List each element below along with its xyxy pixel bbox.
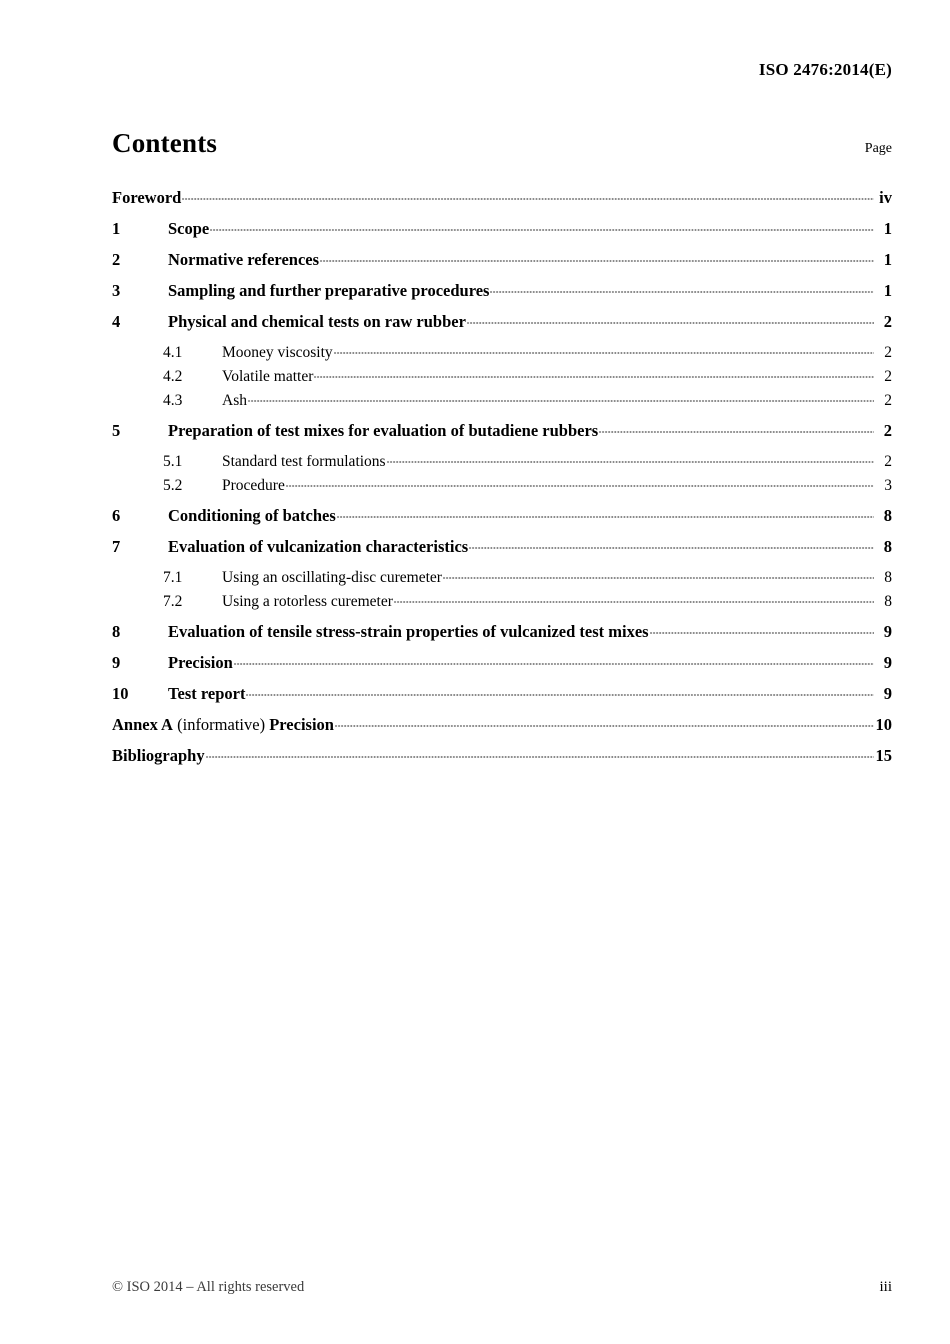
toc-entry-page-number: 1 <box>883 218 892 238</box>
toc-entry[interactable] <box>112 620 892 640</box>
toc-entry-label: Using an oscillating-disc curemeter <box>222 568 442 586</box>
toc-entry-page-number: 9 <box>883 683 892 703</box>
toc-entry-label: Test report <box>168 683 246 703</box>
toc-entry[interactable] <box>112 504 892 524</box>
toc-entry[interactable] <box>112 566 892 585</box>
toc-entry-label: Evaluation of vulcanization characteristics <box>168 536 469 556</box>
toc-entry[interactable] <box>112 419 892 439</box>
toc-entry-number: 3 <box>112 280 121 300</box>
toc-dot-leader <box>650 620 874 637</box>
toc-entry-label: Standard test formulations <box>222 452 386 470</box>
toc-entry-page-number: iv <box>879 187 892 207</box>
toc-entry-page-number: 8 <box>883 505 892 525</box>
toc-entry[interactable] <box>112 713 892 733</box>
toc-entry-page-number: 1 <box>883 249 892 269</box>
toc-entry-label: Sampling and further preparative procedures <box>168 280 490 300</box>
toc-entry-page-number: 8 <box>883 536 892 556</box>
toc-dot-leader <box>182 186 874 203</box>
toc-dot-leader <box>206 744 874 761</box>
toc-dot-leader <box>490 279 874 296</box>
toc-entry-label: Physical and chemical tests on raw rubber <box>168 311 466 331</box>
toc-dot-leader <box>314 365 874 381</box>
toc-entry-page-number: 9 <box>883 652 892 672</box>
toc-entry-page-number: 8 <box>884 568 892 586</box>
toc-entry-number: 10 <box>112 683 129 703</box>
toc-dot-leader <box>320 248 874 265</box>
toc-entry-page-number: 2 <box>884 367 892 385</box>
toc-entry[interactable] <box>112 217 892 237</box>
toc-entry-page-number: 2 <box>884 452 892 470</box>
toc-entry-label: Preparation of test mixes for evaluation of butadiene rubbers <box>168 420 599 440</box>
toc-entry-number: 4 <box>112 311 121 331</box>
toc-entry-page-number: 3 <box>884 476 892 494</box>
toc-dot-leader <box>387 450 874 466</box>
toc-dot-leader <box>286 474 874 490</box>
toc-entry[interactable] <box>112 248 892 268</box>
toc-entry[interactable] <box>112 651 892 671</box>
toc-entry-label: Precision <box>168 652 233 672</box>
toc-entry-number: 4.3 <box>163 391 183 409</box>
toc-entry[interactable] <box>112 186 892 206</box>
table-of-contents <box>112 186 892 775</box>
toc-dot-leader <box>335 713 874 730</box>
toc-entry-page-number: 10 <box>875 714 892 734</box>
toc-entry-page-number: 8 <box>884 592 892 610</box>
toc-entry-label: Conditioning of batches <box>168 505 336 525</box>
toc-entry-number: 5.2 <box>163 476 183 494</box>
page-column-label: Page <box>864 141 892 156</box>
toc-entry-label: Normative references <box>168 249 320 269</box>
toc-entry-number: 5 <box>112 420 121 440</box>
toc-dot-leader <box>234 651 874 668</box>
toc-dot-leader <box>248 389 874 405</box>
toc-entry-number: 6 <box>112 505 121 525</box>
toc-entry-number: 4.1 <box>163 343 183 361</box>
toc-entry-number: 7.2 <box>163 592 183 610</box>
toc-dot-leader <box>469 535 874 552</box>
toc-entry-page-number: 1 <box>883 280 892 300</box>
toc-entry-page-number: 2 <box>883 420 892 440</box>
footer-page-number: iii <box>879 1279 892 1295</box>
toc-entry-number: 5.1 <box>163 452 183 470</box>
toc-entry-label-annex: Annex A <box>112 714 173 734</box>
toc-entry-number: 2 <box>112 249 121 269</box>
toc-entry-number: 7 <box>112 536 121 556</box>
toc-entry-page-number: 2 <box>884 391 892 409</box>
toc-entry-page-number: 2 <box>884 343 892 361</box>
toc-entry-page-number: 9 <box>883 621 892 641</box>
toc-entry-label: Ash <box>222 391 247 409</box>
toc-entry[interactable] <box>112 590 892 609</box>
toc-entry-number: 9 <box>112 652 121 672</box>
toc-entry[interactable] <box>112 341 892 360</box>
toc-entry[interactable] <box>112 389 892 408</box>
toc-dot-leader <box>334 341 874 357</box>
toc-entry-label: Evaluation of tensile stress-strain properties of vulcanized test mixes <box>168 621 649 641</box>
document-footer <box>112 1279 892 1296</box>
copyright-notice: © ISO 2014 – All rights reserved <box>112 1279 305 1295</box>
toc-entry[interactable] <box>112 365 892 384</box>
toc-dot-leader <box>467 310 874 327</box>
toc-entry[interactable] <box>112 450 892 469</box>
toc-entry-label <box>112 714 334 734</box>
contents-header-row <box>112 128 892 159</box>
toc-dot-leader <box>246 682 874 699</box>
toc-entry[interactable] <box>112 474 892 493</box>
toc-dot-leader <box>210 217 874 234</box>
toc-entry[interactable] <box>112 535 892 555</box>
document-header-standard-reference: ISO 2476:2014(E) <box>758 60 892 79</box>
page-title: Contents <box>112 128 218 158</box>
toc-entry-label: Mooney viscosity <box>222 343 333 361</box>
toc-entry-page-number: 15 <box>875 745 892 765</box>
toc-entry-label: Volatile matter <box>222 367 314 385</box>
toc-entry-label-qualifier: (informative) <box>172 714 270 734</box>
toc-entry[interactable] <box>112 310 892 330</box>
toc-entry[interactable] <box>112 682 892 702</box>
toc-entry-number: 1 <box>112 218 121 238</box>
toc-entry-number: 8 <box>112 621 121 641</box>
toc-entry-label: Foreword <box>112 187 182 207</box>
toc-dot-leader <box>394 590 874 606</box>
toc-entry-label-title: Precision <box>269 714 334 734</box>
toc-entry[interactable] <box>112 744 892 764</box>
toc-entry-label: Procedure <box>222 476 285 494</box>
toc-entry-label: Bibliography <box>112 745 205 765</box>
toc-entry-page-number: 2 <box>883 311 892 331</box>
toc-entry-label: Using a rotorless curemeter <box>222 592 393 610</box>
toc-entry-number: 4.2 <box>163 367 183 385</box>
toc-dot-leader <box>599 419 874 436</box>
toc-entry-number: 7.1 <box>163 568 183 586</box>
toc-dot-leader <box>443 566 874 582</box>
toc-entry-label: Scope <box>168 218 210 238</box>
toc-entry[interactable] <box>112 279 892 299</box>
toc-dot-leader <box>337 504 874 521</box>
